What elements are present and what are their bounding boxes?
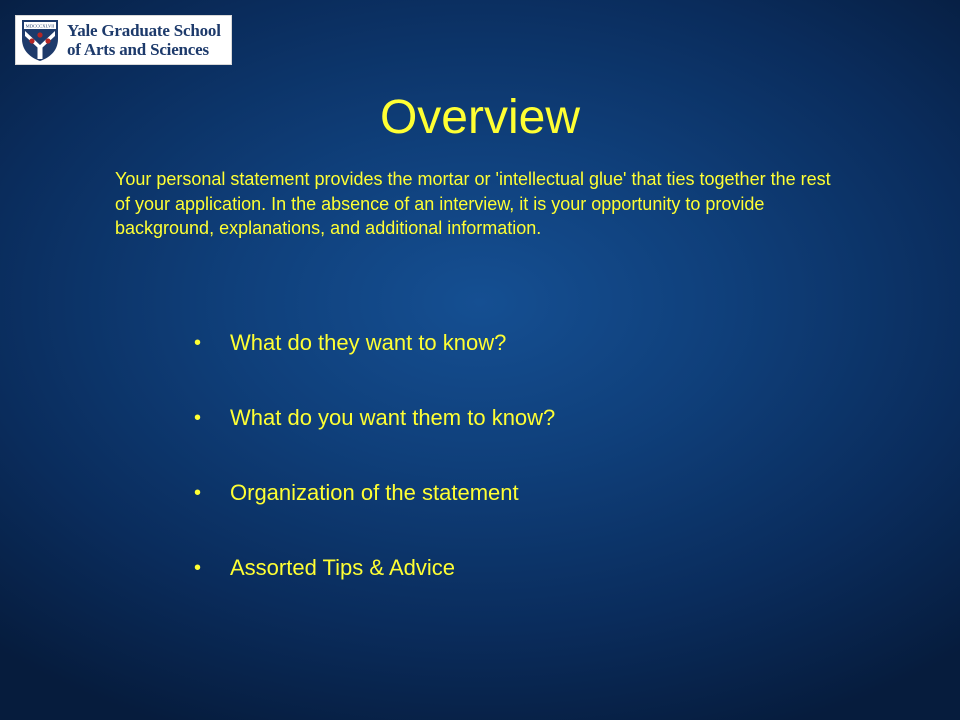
- bullet-icon: •: [194, 332, 202, 354]
- bullet-list: [190, 325, 790, 625]
- bullet-icon: •: [194, 407, 202, 429]
- bullet-item: [190, 325, 790, 361]
- bullet-item: [190, 400, 790, 436]
- yale-seal-icon: [19, 17, 61, 63]
- seal-banner-text: MDCCCXLVII: [25, 23, 55, 29]
- bullet-item: [190, 475, 790, 511]
- bullet-icon: •: [194, 557, 202, 579]
- bullet-text: What do they want to know?: [230, 330, 507, 355]
- yale-gsas-logo: [15, 15, 232, 65]
- bullet-text: What do you want them to know?: [230, 405, 556, 430]
- bullet-item: [190, 550, 790, 586]
- logo-line-2: of Arts and Sciences: [67, 40, 209, 59]
- slide-title: Overview: [379, 91, 581, 144]
- logo-wordmark: [67, 21, 221, 59]
- bullet-text: Assorted Tips & Advice: [230, 555, 455, 580]
- bullet-text: Organization of the statement: [230, 480, 519, 505]
- bullet-icon: •: [194, 482, 202, 504]
- logo-line-1: Yale Graduate School: [67, 21, 221, 40]
- intro-paragraph: Your personal statement provides the mortar or 'intellectual glue' that ties together the rest of your application. In the absence of an interview, it is your opportunity to provide background, explanations, and additional information.: [115, 169, 831, 238]
